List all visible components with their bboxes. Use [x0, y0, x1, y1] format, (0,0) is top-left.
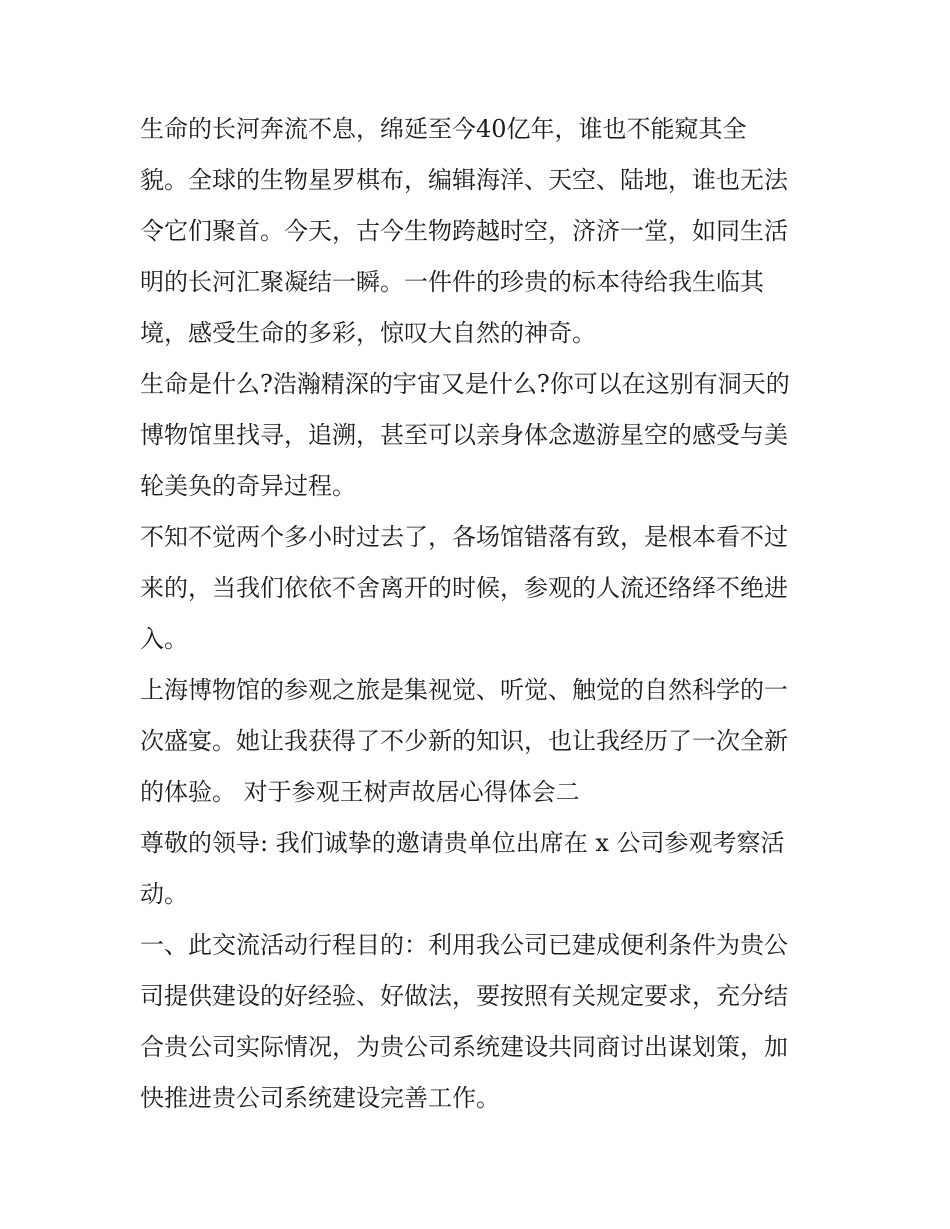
text-line: 轮美奂的奇异过程。	[140, 472, 356, 500]
text-line: 不知不觉两个多小时过去了，各场馆错落有致，是根本看不过	[140, 523, 788, 551]
text-line: 境，感受生命的多彩，惊叹大自然的神奇。	[140, 319, 596, 347]
document-body	[140, 104, 820, 1124]
text-line: 生命的长河奔流不息，绵延至今40亿年，谁也不能窥其全	[140, 115, 747, 143]
text-line: 生命是什么?浩瀚精深的宇宙又是什么?你可以在这别有洞天的	[140, 370, 790, 398]
text-line: 的体验。 对于参观王树声故居心得体会二	[140, 778, 580, 806]
text-line: 上海博物馆的参观之旅是集视觉、听觉、触觉的自然科学的一	[140, 676, 788, 704]
text-line: 一、此交流活动行程目的：利用我公司已建成便利条件为贵公	[140, 931, 788, 959]
text-line: 司提供建设的好经验、好做法，要按照有关规定要求，充分结	[140, 982, 788, 1010]
text-line: 明的长河汇聚凝结一瞬。一件件的珍贵的标本待给我生临其	[140, 268, 764, 296]
text-line: 次盛宴。她让我获得了不少新的知识，也让我经历了一次全新	[140, 727, 788, 755]
text-line: 博物馆里找寻，追溯，甚至可以亲身体念遨游星空的感受与美	[140, 421, 788, 449]
text-line: 令它们聚首。今天，古今生物跨越时空，济济一堂，如同生活	[140, 217, 788, 245]
text-line: 合贵公司实际情况，为贵公司系统建设共同商讨出谋划策，加	[140, 1033, 788, 1061]
text-line: 尊敬的领导: 我们诚挚的邀请贵单位出席在 x 公司参观考察活	[140, 829, 785, 857]
text-line: 入。	[140, 625, 188, 653]
text-line: 貌。全球的生物星罗棋布，编辑海洋、天空、陆地，谁也无法	[140, 166, 788, 194]
text-line: 来的，当我们依依不舍离开的时候，参观的人流还络绎不绝进	[140, 574, 788, 602]
text-line: 快推进贵公司系统建设完善工作。	[140, 1084, 500, 1112]
text-line: 动。	[140, 880, 188, 908]
